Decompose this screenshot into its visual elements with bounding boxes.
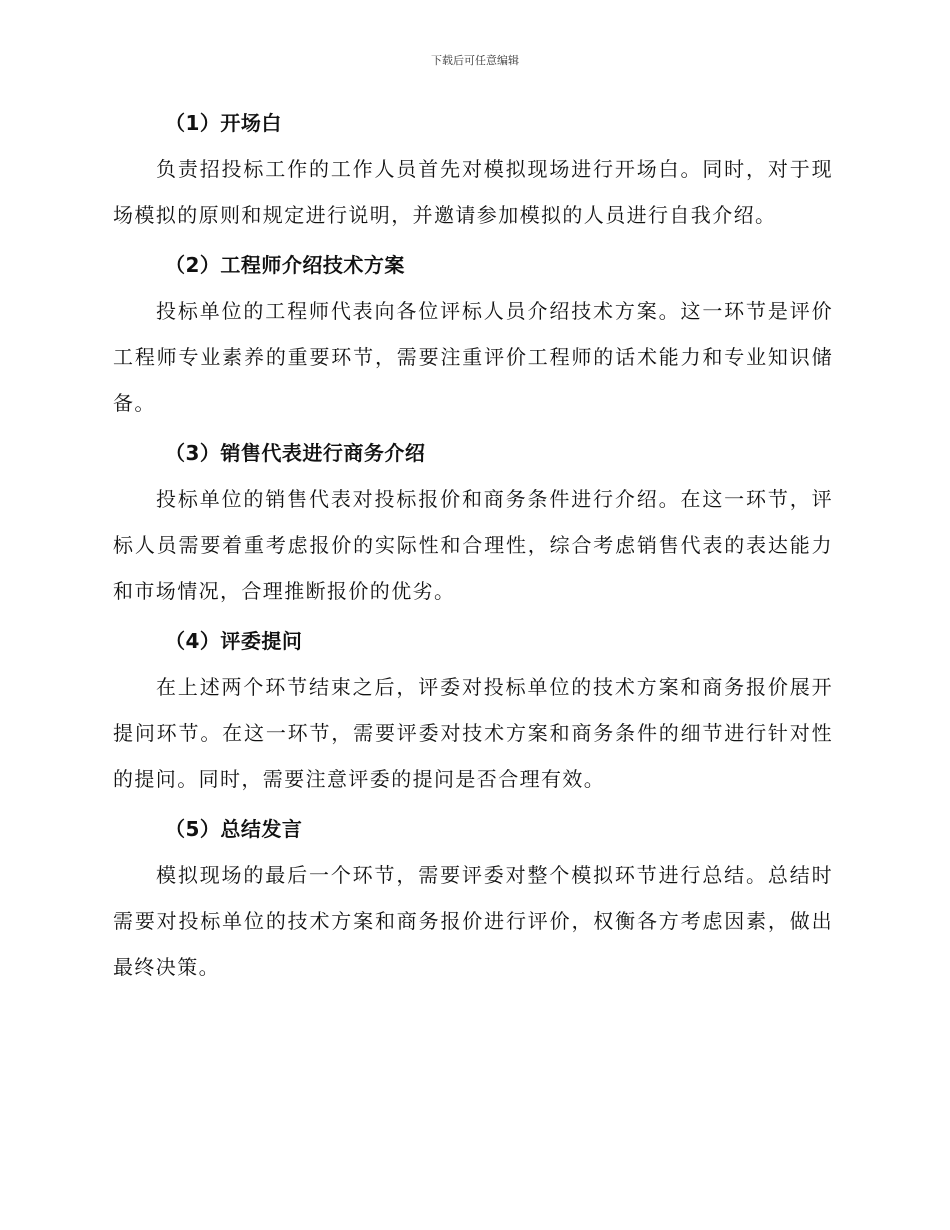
section-paragraph-1: 负责招投标工作的工作人员首先对模拟现场进行开场白。同时，对于现场模拟的原则和规定进行说明，并邀请参加模拟的人员进行自我介绍。 xyxy=(113,157,833,227)
page-header: 下载后可任意编辑 xyxy=(431,54,519,67)
section-heading-5: （5）总结发言 xyxy=(165,817,303,841)
section-heading-1: （1）开场白 xyxy=(165,111,282,135)
document-body xyxy=(113,108,833,990)
section-heading-4: （4）评委提问 xyxy=(165,629,303,653)
section-paragraph-4: 在上述两个环节结束之后，评委对投标单位的技术方案和商务报价展开提问环节。在这一环节，需要评委对技术方案和商务条件的细节进行针对性的提问。同时，需要注意评委的提问是否合理有效。 xyxy=(113,675,833,791)
section-paragraph-5: 模拟现场的最后一个环节，需要评委对整个模拟环节进行总结。总结时需要对投标单位的技术方案和商务报价进行评价，权衡各方考虑因素，做出最终决策。 xyxy=(113,863,833,979)
section-heading-3: （3）销售代表进行商务介绍 xyxy=(165,441,426,465)
section-paragraph-2: 投标单位的工程师代表向各位评标人员介绍技术方案。这一环节是评价工程师专业素养的重要环节，需要注重评价工程师的话术能力和专业知识储备。 xyxy=(113,299,833,415)
section-paragraph-3: 投标单位的销售代表对投标报价和商务条件进行介绍。在这一环节，评标人员需要着重考虑报价的实际性和合理性，综合考虑销售代表的表达能力和市场情况，合理推断报价的优劣。 xyxy=(113,487,833,603)
section-heading-2: （2）工程师介绍技术方案 xyxy=(165,253,405,277)
